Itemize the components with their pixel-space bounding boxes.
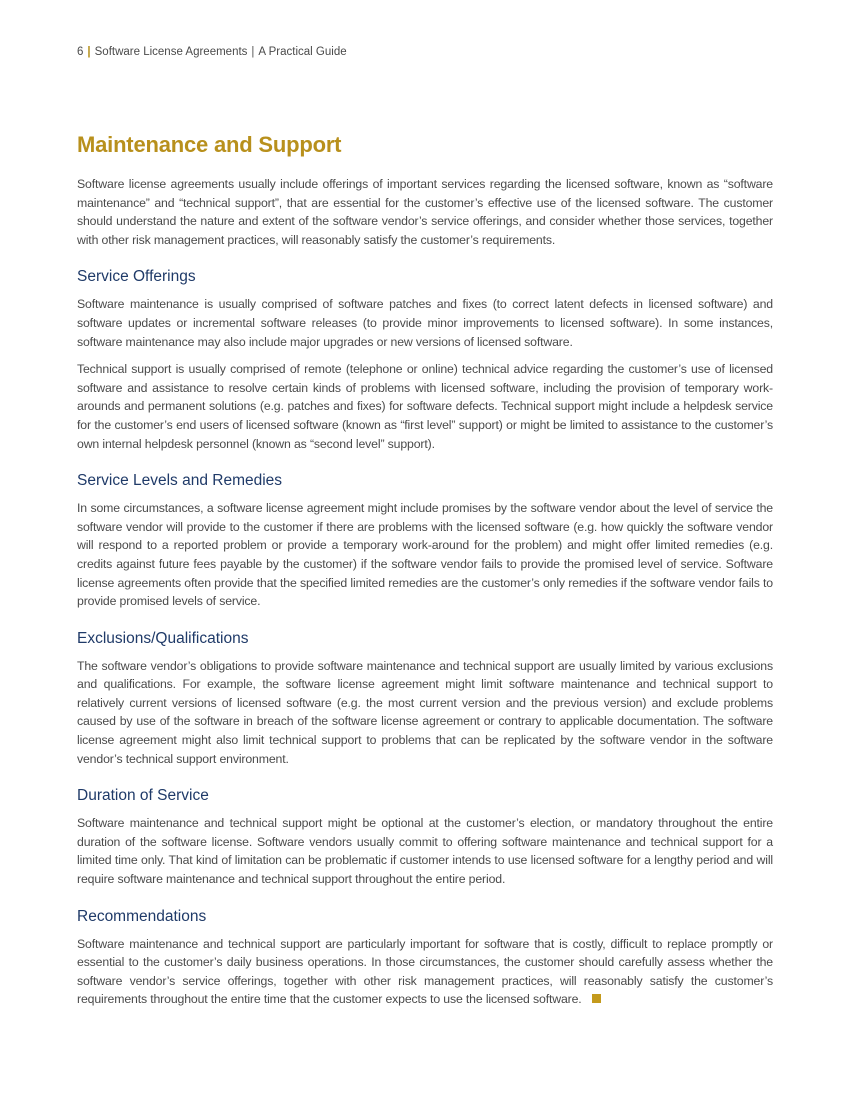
page-number: 6 xyxy=(77,46,84,58)
end-of-article-square-icon xyxy=(592,994,601,1003)
header-separator: | xyxy=(251,46,255,58)
header-doc-subtitle: A Practical Guide xyxy=(258,46,347,58)
section-recommendations xyxy=(77,906,773,1009)
section-heading: Service Offerings xyxy=(77,268,196,286)
final-paragraph-text: Software maintenance and technical support are particularly important for software that is costly, difficult to replace promptly or essential to the customer’s daily business operations. In those circumstances, the customer should carefully assess whether the software vendor’s service offerings, together with other risk management practices, will reasonably satisfy the customer’s requirements throughout the entire time that the customer expects to use the licensed software. xyxy=(77,936,773,1007)
section-paragraph: In some circumstances, a software license agreement might include promises by the software vendor about the level of service the software vendor will provide to the customer if there are problems with the licensed software (e.g. how quickly the software vendor will respond to a reported problem or provide a temporary work-around for the problem) and might offer limited remedies (e.g. credits against future fees payable by the customer) if the software vendor fails to provide the promised level of service. Software license agreements often provide that the specified limited remedies are the customer’s only remedies if the software vendor fails to provide promised levels of service. xyxy=(77,501,773,609)
running-header xyxy=(77,46,347,58)
page-title: Maintenance and Support xyxy=(77,132,342,157)
section-duration xyxy=(77,785,773,888)
section-heading: Exclusions/Qualifications xyxy=(77,629,249,647)
intro-paragraph: Software license agreements usually include offerings of important services regarding the licensed software, known as “software maintenance” and “technical support”, that are essential for the customer’s effective use of the licensed software. The customer should understand the nature and extent of the software vendor’s service offerings, and consider whether those services, together with other risk management practices, will reasonably satisfy the customer’s requirements. xyxy=(77,177,773,247)
section-paragraph: The software vendor’s obligations to provide software maintenance and technical support are usually limited by various exclusions and qualifications. For example, the software license agreement might limit software maintenance and technical support to relatively current versions of licensed software (e.g. the most current version and the previous version) and exclude problems caused by use of the software in breach of the software license agreement or contrary to applicable documentation. The software license agreement might also limit technical support to problems that can be replicated by the software vendor in the software vendor’s technical support environment. xyxy=(77,658,773,766)
section-heading: Recommendations xyxy=(77,907,207,925)
section-paragraph: Technical support is usually comprised of remote (telephone or online) technical advice regarding the customer’s use of licensed software and assistance to resolve certain kinds of problems with licensed software, including the provision of temporary work-arounds and permanent solutions (e.g. patches and fixes) for software defects. Technical support might include a helpdesk service for the customer’s end users of licensed software (known as “first level” support) or might be limited to assistance to the customer’s own internal helpdesk personnel (known as “second level” support). xyxy=(77,362,773,451)
section-service-offerings xyxy=(77,266,773,453)
section-service-levels xyxy=(77,470,773,611)
section-paragraph: Software maintenance is usually comprised of software patches and fixes (to correct latent defects in licensed software) and software updates or incremental software releases (to provide minor improvements to licensed software). In some instances, software maintenance may also include major upgrades or new versions of licensed software. xyxy=(77,297,773,349)
section-exclusions xyxy=(77,628,773,769)
section-heading: Service Levels and Remedies xyxy=(77,472,283,490)
section-paragraph: Software maintenance and technical support might be optional at the customer’s election, or mandatory throughout the entire duration of the software license. Software vendors usually commit to offering software maintenance and technical support for a limited time only. That kind of limitation can be problematic if customer intends to use licensed software for a lengthy period and will require software maintenance and technical support throughout the entire period. xyxy=(77,816,773,887)
section-paragraph-final xyxy=(77,935,773,1009)
header-doc-title: Software License Agreements xyxy=(94,46,248,58)
main-content xyxy=(77,130,773,1018)
header-divider: | xyxy=(87,46,91,58)
section-heading: Duration of Service xyxy=(77,787,209,805)
